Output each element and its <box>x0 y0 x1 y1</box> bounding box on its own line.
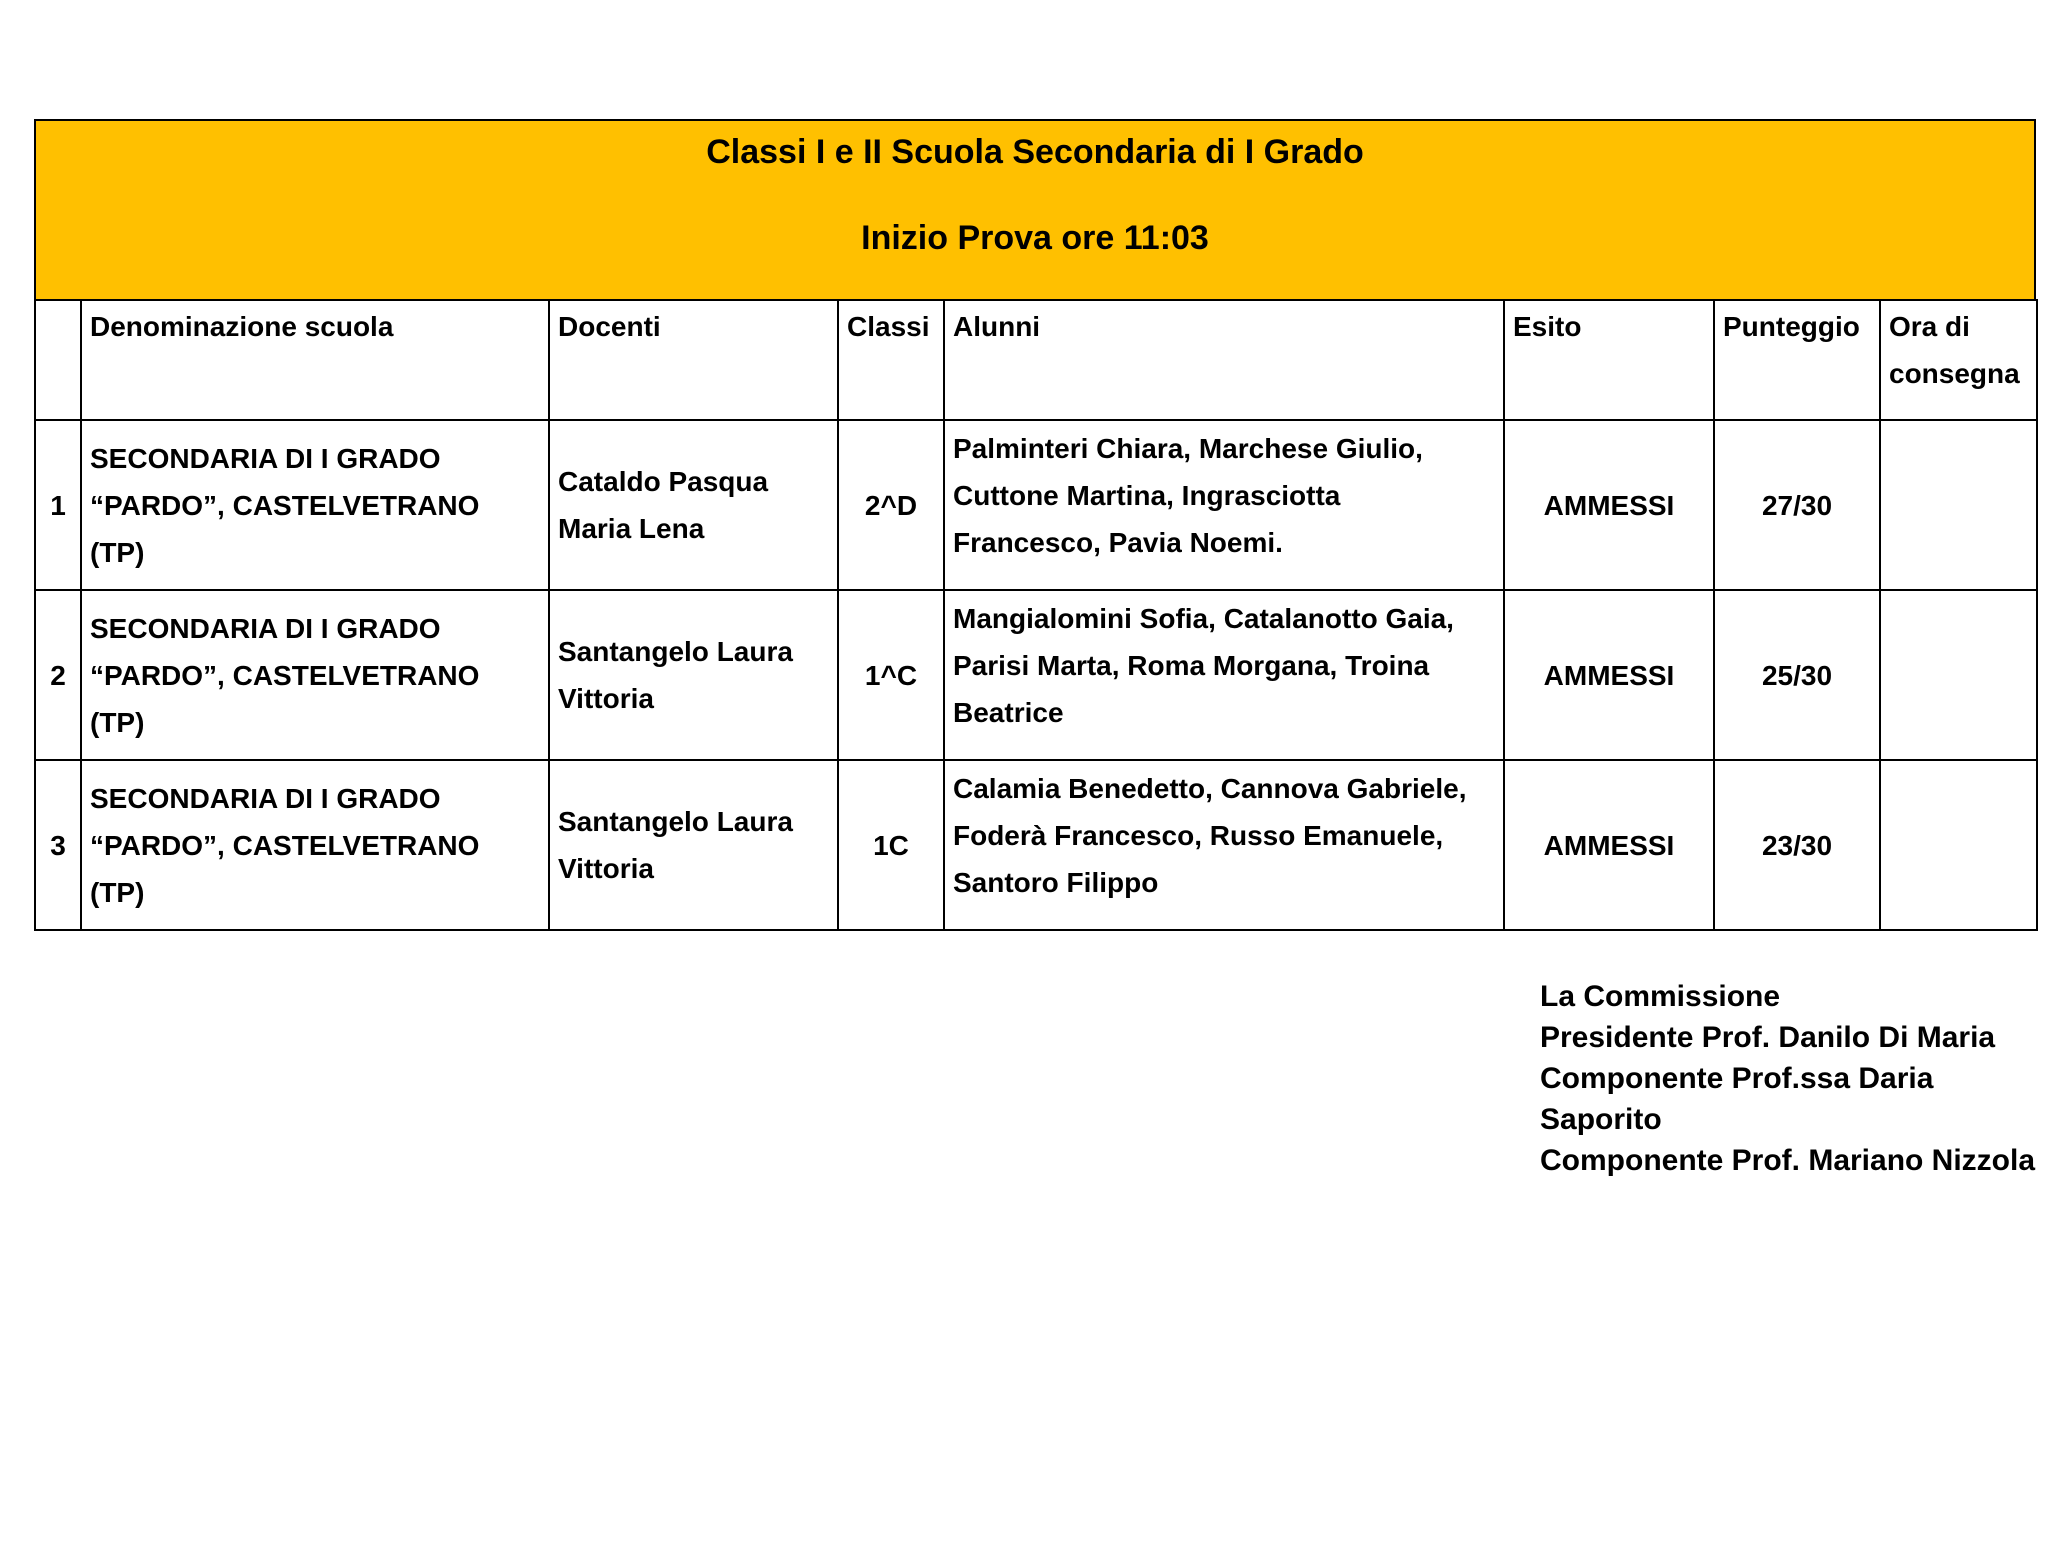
col-header-result: Esito <box>1504 300 1714 420</box>
table-row <box>35 590 2037 760</box>
commission-title: La Commissione <box>1540 980 1781 1013</box>
teacher-cell: Cataldo Pasqua Maria Lena <box>549 420 838 590</box>
teacher-cell: Santangelo Laura Vittoria <box>549 760 838 930</box>
table-header-row <box>35 300 2037 420</box>
school-location: “PARDO”, CASTELVETRANO (TP) <box>90 489 480 568</box>
results-table <box>34 299 2038 931</box>
class-cell: 2^D <box>838 420 944 590</box>
commission-signature-block <box>1540 976 2063 1181</box>
row-number: 1 <box>35 420 81 590</box>
students-cell: Palminteri Chiara, Marchese Giulio, Cuttone Martina, Ingrasciotta Francesco, Pavia Noemi. <box>944 420 1504 590</box>
commission-president: Presidente Prof. Danilo Di Maria <box>1540 1021 1996 1054</box>
school-location: “PARDO”, CASTELVETRANO (TP) <box>90 659 480 738</box>
school-name: SECONDARIA DI I GRADO <box>90 442 441 474</box>
row-number: 3 <box>35 760 81 930</box>
school-cell <box>81 590 549 760</box>
school-cell <box>81 760 549 930</box>
school-name: SECONDARIA DI I GRADO <box>90 612 441 644</box>
class-cell: 1C <box>838 760 944 930</box>
students-cell: Calamia Benedetto, Cannova Gabriele, Foderà Francesco, Russo Emanuele, Santoro Filippo <box>944 760 1504 930</box>
school-name: SECONDARIA DI I GRADO <box>90 782 441 814</box>
col-header-num <box>35 300 81 420</box>
col-header-classes: Classi <box>838 300 944 420</box>
result-cell: AMMESSI <box>1504 590 1714 760</box>
header-banner <box>34 119 2036 299</box>
col-header-school: Denominazione scuola <box>81 300 549 420</box>
delivery-time-cell <box>1880 420 2037 590</box>
col-header-delivery-time: Ora di consegna <box>1880 300 2037 420</box>
school-cell <box>81 420 549 590</box>
teacher-cell: Santangelo Laura Vittoria <box>549 590 838 760</box>
col-header-students: Alunni <box>944 300 1504 420</box>
commission-member: Componente Prof. Mariano Nizzola <box>1540 1144 2036 1177</box>
page-subtitle: Inizio Prova ore 11:03 <box>861 219 1209 257</box>
row-number: 2 <box>35 590 81 760</box>
score-cell: 23/30 <box>1714 760 1880 930</box>
result-cell: AMMESSI <box>1504 760 1714 930</box>
result-cell: AMMESSI <box>1504 420 1714 590</box>
table-row <box>35 760 2037 930</box>
col-header-teachers: Docenti <box>549 300 838 420</box>
commission-member: Componente Prof.ssa Daria Saporito <box>1540 1062 1934 1136</box>
class-cell: 1^C <box>838 590 944 760</box>
results-sheet <box>34 119 2036 931</box>
delivery-time-cell <box>1880 590 2037 760</box>
col-header-score: Punteggio <box>1714 300 1880 420</box>
students-cell: Mangialomini Sofia, Catalanotto Gaia, Parisi Marta, Roma Morgana, Troina Beatrice <box>944 590 1504 760</box>
page-title: Classi I e II Scuola Secondaria di I Grado <box>706 133 1364 171</box>
table-row <box>35 420 2037 590</box>
delivery-time-cell <box>1880 760 2037 930</box>
school-location: “PARDO”, CASTELVETRANO (TP) <box>90 829 480 908</box>
score-cell: 25/30 <box>1714 590 1880 760</box>
score-cell: 27/30 <box>1714 420 1880 590</box>
